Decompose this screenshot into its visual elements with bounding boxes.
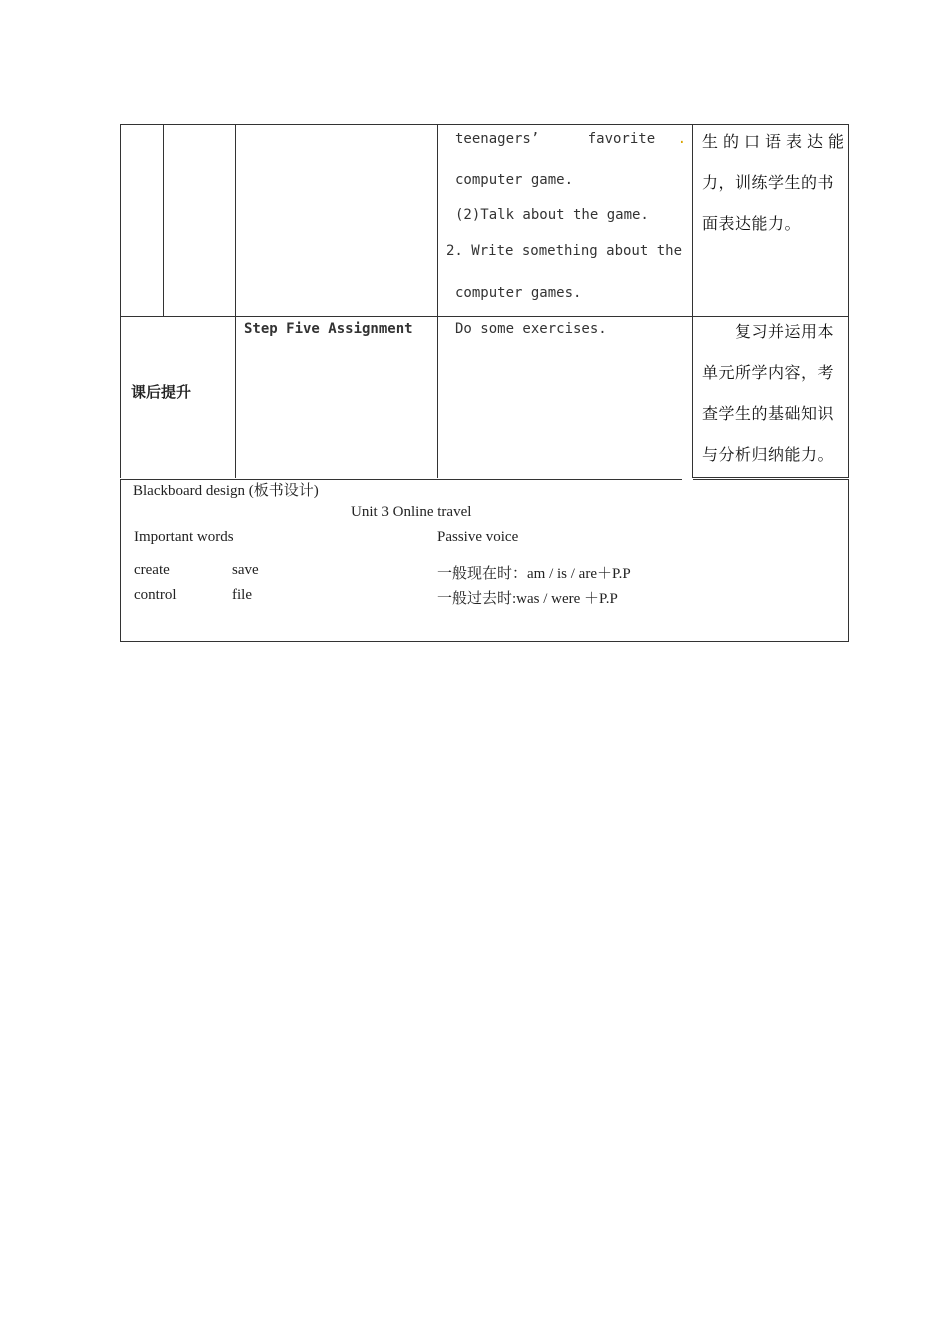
table-cell (164, 125, 236, 317)
purpose-line: 力，训练学生的书 (702, 173, 835, 192)
word-item: save (232, 562, 259, 578)
purpose-cell (693, 125, 849, 317)
mark-dot-icon: . (677, 131, 686, 147)
purpose-line-text: 生的口语表达能 (702, 132, 850, 151)
purpose-line: 面表达能力。 (702, 214, 802, 233)
purpose-line: 查学生的基础知识 (702, 404, 835, 423)
content-line: 2. Write something about the (446, 243, 683, 259)
activity-content-cell (438, 125, 693, 317)
purpose-cell (693, 317, 849, 478)
table-row (121, 317, 849, 478)
content-line: Do some exercises. (455, 321, 607, 337)
voice-label: Passive voice (437, 529, 519, 545)
section-label: 课后提升 (131, 383, 192, 401)
content-line (455, 131, 686, 147)
content-line: computer games. (455, 285, 582, 301)
purpose-line: 单元所学内容，考 (702, 363, 835, 382)
purpose-line: 与分析归纳能力。 (702, 445, 835, 464)
word-item: file (232, 587, 252, 603)
word-item: create (134, 562, 170, 578)
blackboard-design-box (120, 479, 849, 642)
content-line: computer game. (455, 172, 574, 188)
activity-content-cell (438, 317, 693, 478)
unit-title: Unit 3 Online travel (351, 504, 472, 520)
table-row (121, 125, 849, 317)
board-heading: Blackboard design (板书设计) (133, 483, 319, 499)
step-cell (236, 317, 438, 478)
divider (693, 479, 848, 480)
section-cell (121, 317, 236, 478)
purpose-line (702, 129, 850, 152)
table-cell (121, 125, 164, 317)
table-cell (236, 125, 438, 317)
present-tense-rule: 一般现在时：am / is / are＋P.P (437, 566, 631, 582)
content-line: (2)Talk about the game. (455, 207, 649, 223)
lesson-plan-table (120, 124, 849, 478)
purpose-line: 复习并运用本 (735, 322, 835, 341)
step-title: Step Five Assignment (244, 321, 413, 337)
word-item: control (134, 587, 177, 603)
past-tense-rule: 一般过去时:was / were ＋P.P (437, 591, 618, 607)
words-label: Important words (134, 529, 234, 545)
content-line-text: teenagers’ favorite (455, 131, 656, 147)
